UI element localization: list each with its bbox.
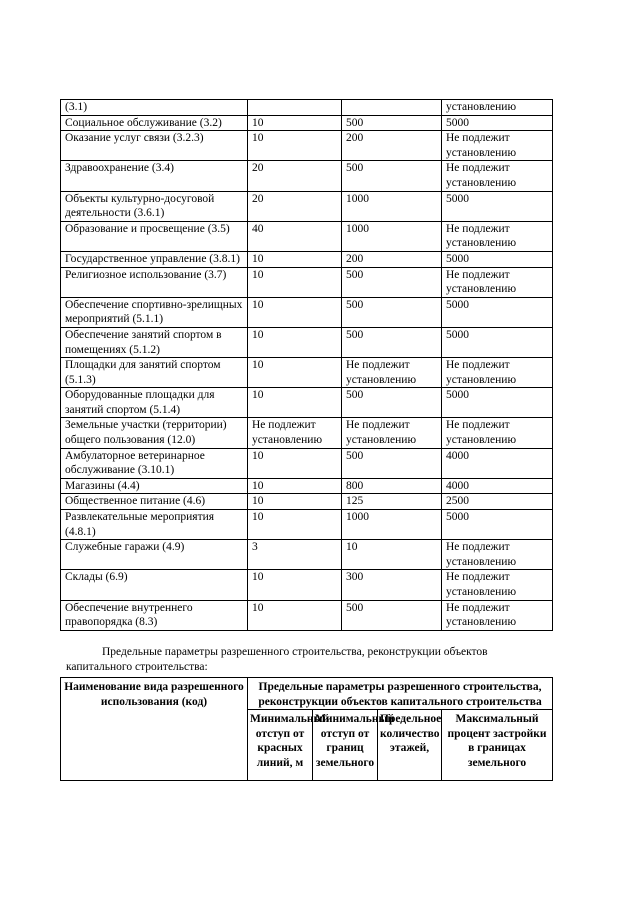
value-cell: 300 <box>342 570 442 600</box>
value-cell: 5000 <box>442 191 553 221</box>
value-cell: 10 <box>248 251 342 267</box>
use-type-cell: Земельные участки (территории) общего пользования (12.0) <box>61 418 248 448</box>
table-row <box>61 358 553 388</box>
use-type-cell: Обеспечение внутреннего правопорядка (8.3) <box>61 600 248 630</box>
use-type-header: Наименование вида разрешенного использования (код) <box>61 678 248 781</box>
table-row <box>61 494 553 510</box>
max-coverage-header: Максимальный процент застройки в границах земельного <box>442 710 553 781</box>
value-cell: 10 <box>248 297 342 327</box>
max-floors-header: Предельное количество этажей, <box>378 710 442 781</box>
value-cell: 5000 <box>442 327 553 357</box>
value-cell: 10 <box>248 358 342 388</box>
value-cell: 3 <box>248 540 342 570</box>
use-type-cell: Служебные гаражи (4.9) <box>61 540 248 570</box>
value-cell: 10 <box>248 478 342 494</box>
value-cell: 200 <box>342 131 442 161</box>
value-cell: 5000 <box>442 251 553 267</box>
value-cell: 500 <box>342 327 442 357</box>
value-cell: 1000 <box>342 510 442 540</box>
table-row <box>61 540 553 570</box>
value-cell: Не подлежит установлению <box>342 358 442 388</box>
table-row <box>61 297 553 327</box>
min-setback-boundaries-header: Минимальный отступ от границ земельного <box>313 710 378 781</box>
value-cell: 1000 <box>342 191 442 221</box>
table-row <box>61 570 553 600</box>
table-row <box>61 388 553 418</box>
value-cell: 10 <box>248 448 342 478</box>
value-cell: 4000 <box>442 478 553 494</box>
value-cell: 500 <box>342 161 442 191</box>
value-cell: 500 <box>342 267 442 297</box>
value-cell: 10 <box>248 570 342 600</box>
table-row <box>61 327 553 357</box>
table-row <box>61 161 553 191</box>
value-cell: 125 <box>342 494 442 510</box>
value-cell: 10 <box>248 131 342 161</box>
table-row <box>61 100 553 116</box>
value-cell: 5000 <box>442 388 553 418</box>
value-cell: Не подлежит установлению <box>248 418 342 448</box>
use-type-cell: Государственное управление (3.8.1) <box>61 251 248 267</box>
use-type-cell: Здравоохранение (3.4) <box>61 161 248 191</box>
table-row <box>61 478 553 494</box>
table-row <box>61 251 553 267</box>
value-cell: 10 <box>248 600 342 630</box>
value-cell: 500 <box>342 297 442 327</box>
value-cell: Не подлежит установлению <box>442 570 553 600</box>
land-use-parameters-table <box>60 99 553 631</box>
section-paragraph: Предельные параметры разрешенного строительства, реконструкции объектов капитального строительства: <box>66 646 488 673</box>
use-type-cell: Оказание услуг связи (3.2.3) <box>61 131 248 161</box>
use-type-cell: Общественное питание (4.6) <box>61 494 248 510</box>
use-type-cell: Образование и просвещение (3.5) <box>61 221 248 251</box>
value-cell: 10 <box>248 267 342 297</box>
table-row <box>61 221 553 251</box>
value-cell <box>248 100 342 116</box>
value-cell: установлению <box>442 100 553 116</box>
value-cell: 5000 <box>442 297 553 327</box>
value-cell: Не подлежит установлению <box>442 540 553 570</box>
construction-parameters-table <box>60 677 553 781</box>
use-type-cell: Склады (6.9) <box>61 570 248 600</box>
use-type-cell: Амбулаторное ветеринарное обслуживание (3.10.1) <box>61 448 248 478</box>
table-row <box>61 600 553 630</box>
table-row <box>61 191 553 221</box>
value-cell: 20 <box>248 191 342 221</box>
value-cell: 200 <box>342 251 442 267</box>
table-row <box>61 510 553 540</box>
value-cell: 5000 <box>442 510 553 540</box>
value-cell: 10 <box>248 388 342 418</box>
use-type-cell: Религиозное использование (3.7) <box>61 267 248 297</box>
table-row <box>61 267 553 297</box>
use-type-cell: Социальное обслуживание (3.2) <box>61 115 248 131</box>
value-cell: 500 <box>342 600 442 630</box>
use-type-cell: Объекты культурно-досуговой деятельности (3.6.1) <box>61 191 248 221</box>
use-type-cell: Обеспечение спортивно-зрелищных мероприятий (5.1.1) <box>61 297 248 327</box>
use-type-cell: (3.1) <box>61 100 248 116</box>
value-cell: 40 <box>248 221 342 251</box>
use-type-cell: Магазины (4.4) <box>61 478 248 494</box>
value-cell: Не подлежит установлению <box>442 418 553 448</box>
use-type-cell: Обеспечение занятий спортом в помещениях (5.1.2) <box>61 327 248 357</box>
use-type-cell: Оборудованные площадки для занятий спортом (5.1.4) <box>61 388 248 418</box>
table-row <box>61 131 553 161</box>
value-cell: 10 <box>248 115 342 131</box>
use-type-cell: Развлекательные мероприятия (4.8.1) <box>61 510 248 540</box>
value-cell: 10 <box>248 494 342 510</box>
min-setback-red-lines-header: Минимальный отступ от красных линий, м <box>248 710 313 781</box>
value-cell: 4000 <box>442 448 553 478</box>
value-cell: 10 <box>248 510 342 540</box>
value-cell: 500 <box>342 388 442 418</box>
value-cell: 10 <box>342 540 442 570</box>
table-row <box>61 418 553 448</box>
limit-parameters-header: Предельные параметры разрешенного строительства, реконструкции объектов капитального строительства <box>248 678 553 710</box>
table-row <box>61 448 553 478</box>
use-type-cell: Площадки для занятий спортом (5.1.3) <box>61 358 248 388</box>
value-cell: Не подлежит установлению <box>442 267 553 297</box>
value-cell <box>342 100 442 116</box>
value-cell: 10 <box>248 327 342 357</box>
value-cell: Не подлежит установлению <box>442 161 553 191</box>
table-row <box>61 115 553 131</box>
value-cell: 20 <box>248 161 342 191</box>
value-cell: Не подлежит установлению <box>442 221 553 251</box>
value-cell: Не подлежит установлению <box>342 418 442 448</box>
value-cell: Не подлежит установлению <box>442 600 553 630</box>
value-cell: 5000 <box>442 115 553 131</box>
value-cell: 800 <box>342 478 442 494</box>
value-cell: Не подлежит установлению <box>442 131 553 161</box>
value-cell: Не подлежит установлению <box>442 358 553 388</box>
value-cell: 1000 <box>342 221 442 251</box>
value-cell: 2500 <box>442 494 553 510</box>
value-cell: 500 <box>342 448 442 478</box>
value-cell: 500 <box>342 115 442 131</box>
